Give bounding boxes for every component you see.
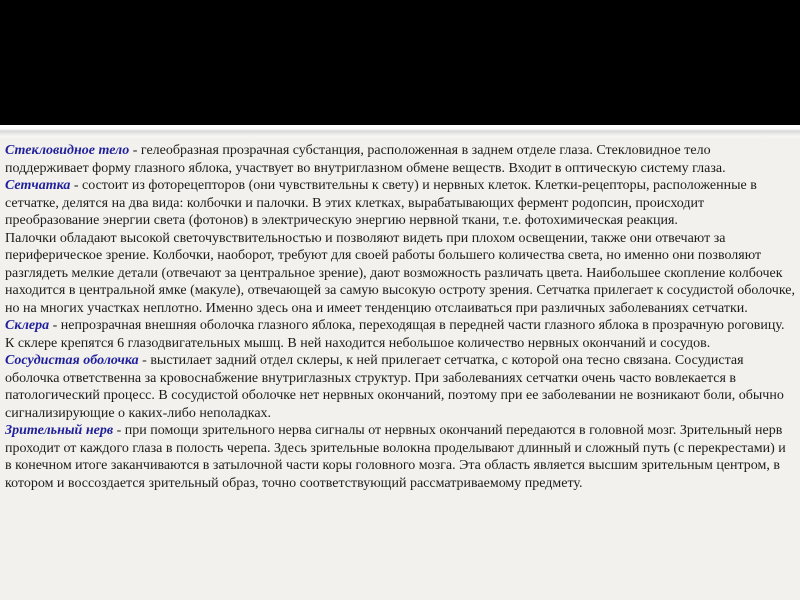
paragraph-text: - состоит из фоторецепторов (они чувствительны к свету) и нервных клеток. Клетки-рецепторы, расположенные в сетчатке, делятся на два вида: колбочки и палочки. В этих клетках, вырабатывающих фермент родопсин, происходит преобразование энергии света (фотонов) в электрическую энергию нервной ткани, т.е. фотохимическая реакция. (5, 178, 757, 228)
paragraph-retina (5, 177, 795, 230)
page-divider (0, 125, 800, 139)
paragraph-vitreous-body (5, 142, 795, 177)
term-retina: Сетчатка (5, 178, 71, 193)
term-sclera: Склера (5, 318, 50, 333)
paragraph-choroid (5, 352, 795, 422)
paragraph-text: - гелеобразная прозрачная субстанция, расположенная в заднем отделе глаза. Стекловидное тело поддерживает форму глазного яблока, участвует во внутриглазном обмене веществ. Входит в оптическую систему глаза. (5, 143, 726, 176)
paragraph-rods-cones (5, 230, 795, 318)
paragraph-text: Палочки обладают высокой светочувствительностью и позволяют видеть при плохом освещении, также они отвечают за периферическое зрение. Колбочки, наоборот, требуют для своей работы большего количества света, но именно они позволяют разглядеть мелкие детали (отвечают за центральное зрение), дают возможность различать цвета. Наибольшее скопление колбочек находится в центральной ямке (макуле), отвечающей за самую высокую остроту зрения. Сетчатка прилегает к сосудистой оболочке, но на многих участках неплотно. Именно здесь она и имеет тенденцию отслаиваться при различных заболеваниях сетчатки. (5, 230, 795, 316)
term-optic-nerve: Зрительный нерв (5, 423, 114, 438)
term-vitreous-body: Стекловидное тело (5, 143, 130, 158)
term-choroid: Сосудистая оболочка (5, 353, 139, 368)
paragraph-text: - непрозрачная внешняя оболочка глазного яблока, переходящая в передней части глазного яблока в прозрачную роговицу. К склере крепятся 6 глазодвигательных мышц. В ней находится небольшое количество нервных окончаний и сосудов. (5, 318, 785, 351)
paragraph-text: - при помощи зрительного нерва сигналы от нервных окончаний передаются в головной мозг. Зрительный нерв проходит от каждого глаза в полость черепа. Здесь зрительные волокна проделывают длинный и сложный путь (с перекрестами) и в конечном итоге заканчиваются в затылочной части коры головного мозга. Эта область является высшим зрительным центром, в котором и воссоздается зрительный образ, точно соответствующий рассматриваемому предмету. (5, 423, 786, 491)
paragraph-sclera (5, 317, 795, 352)
body-text-area (0, 139, 800, 492)
paragraph-optic-nerve (5, 422, 795, 492)
black-banner-image (0, 0, 800, 125)
paragraph-text: - выстилает задний отдел склеры, к ней прилегает сетчатка, с которой она тесно связана. Сосудистая оболочка ответственна за кровоснабжение внутриглазных структур. При заболеваниях сетчатки очень часто вовлекается в патологический процесс. В сосудистой оболочке нет нервных окончаний, поэтому при ее заболевании не возникают боли, обычно сигнализирующие о каких-либо неполадках. (5, 353, 784, 421)
